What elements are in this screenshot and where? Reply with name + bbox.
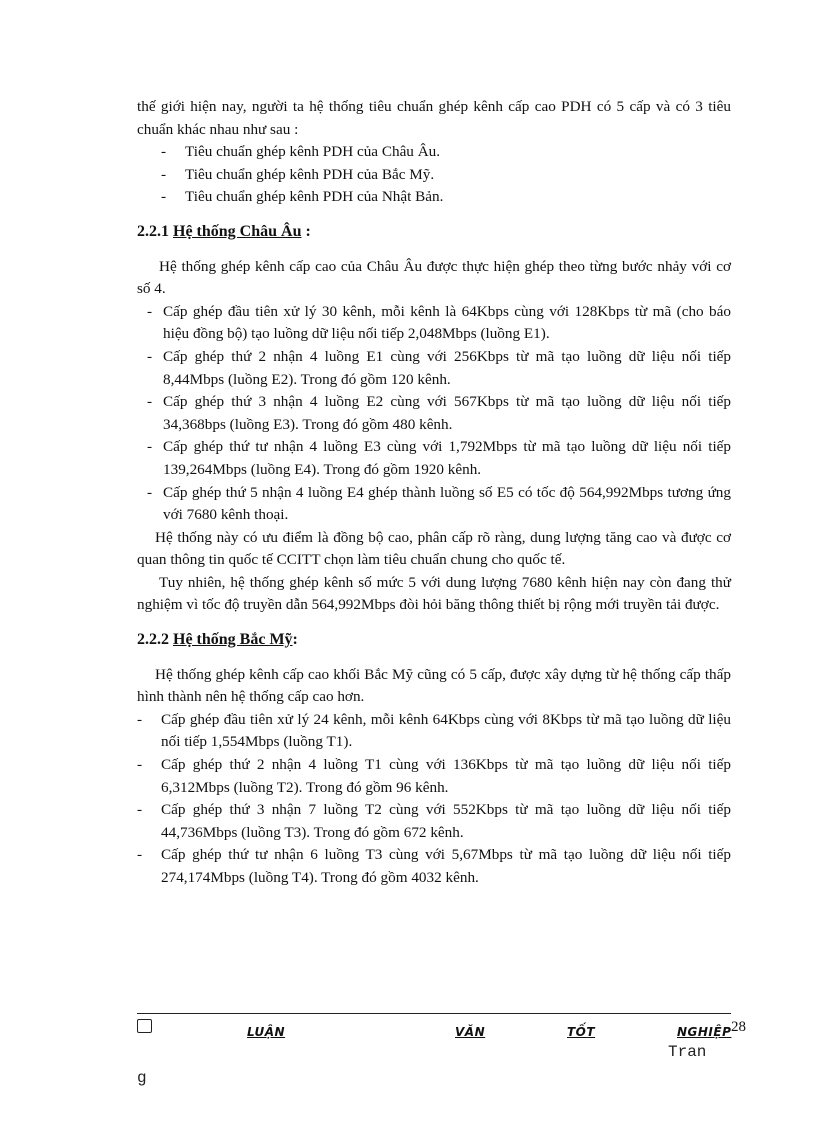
dash-bullet: - (161, 143, 167, 161)
dash-bullet: - (137, 846, 143, 864)
dash-bullet: - (137, 710, 143, 728)
list-item (137, 844, 731, 889)
intro-paragraph: thế giới hiện nay, người ta hệ thống tiêu chuẩn ghép kênh cấp cao PDH có 5 cấp và có 3 tiêu chuẩn khác nhau như sau : (137, 98, 731, 138)
footer-word-tot: TỐT (567, 1025, 596, 1039)
list-item (137, 799, 731, 844)
dash-bullet: - (161, 165, 167, 183)
footer-word-van: VĂN (455, 1025, 486, 1039)
section-title: Hệ thống Châu Âu (173, 222, 302, 240)
footer-rule (137, 1013, 731, 1014)
standards-list (137, 141, 731, 209)
section-number: 2.2.2 (137, 631, 169, 649)
list-item (137, 141, 731, 164)
list-item-text: Cấp ghép đầu tiên xử lý 24 kênh, mỗi kênh 64Kbps cùng với 8Kbps từ mã tạo luồng dữ liệu nối tiếp 1,554Mbps (luồng T1). (161, 710, 731, 751)
list-item (137, 709, 731, 754)
dash-bullet: - (147, 483, 153, 501)
list-item-text: Cấp ghép đầu tiên xử lý 30 kênh, mỗi kênh là 64Kbps cùng với 128Kbps từ mã (cho báo hiệu đồng bộ) tạo luồng dữ liệu nối tiếp 2,048Mbps (luồng E1). (163, 302, 731, 343)
list-item (137, 482, 731, 527)
list-item-text: Cấp ghép thứ tư nhận 6 luồng T3 cùng với 5,67Mbps từ mã tạo luồng dữ liệu nối tiếp 274,174Mbps (luồng T4). Trong đó gồm 4032 kênh. (161, 846, 731, 886)
europe-levels-list (137, 301, 731, 527)
north-america-levels-list (137, 709, 731, 890)
list-item-text: Tiêu chuẩn ghép kênh PDH của Nhật Bản. (185, 188, 444, 206)
document-page (137, 96, 731, 890)
dash-bullet: - (137, 756, 143, 774)
page-number: 28 (731, 1019, 746, 1035)
list-item (137, 346, 731, 391)
list-item-text: Tiêu chuẩn ghép kênh PDH của Bắc Mỹ. (185, 165, 435, 183)
europe-intro: Hệ thống ghép kênh cấp cao của Châu Âu được thực hiện ghép theo từng bước nhảy với cơ số 4. (137, 257, 731, 298)
section-title: Hệ thống Bắc Mỹ (173, 631, 293, 649)
list-item-text: Cấp ghép thứ 5 nhận 4 luồng E4 ghép thành luồng số E5 có tốc độ 564,992Mbps tương ứng với 7680 kênh thoại. (163, 483, 731, 524)
list-item-text: Cấp ghép thứ 2 nhận 4 luồng T1 cùng với 136Kbps từ mã tạo luồng dữ liệu nối tiếp 6,312Mbps (luồng T2). Trong đó gồm 96 kênh. (161, 756, 731, 796)
dash-bullet: - (147, 393, 153, 411)
list-item-text: Cấp ghép thứ 3 nhận 7 luồng T2 cùng với 552Kbps từ mã tạo luồng dữ liệu nối tiếp 44,736Mbps (luồng T3). Trong đó gồm 672 kênh. (161, 801, 731, 841)
footer-trailing-text: Tran (668, 1043, 707, 1061)
list-item-text: Cấp ghép thứ 3 nhận 4 luồng E2 cùng với 567Kbps từ mã tạo luồng dữ liệu nối tiếp 34,368bps (luồng E3). Trong đó gồm 480 kênh. (163, 393, 731, 433)
section-title-suffix: : (292, 631, 298, 649)
list-item (137, 186, 731, 209)
checkbox-icon (137, 1019, 152, 1033)
footer-word-luan: LUẬN (247, 1025, 286, 1039)
list-item (137, 391, 731, 436)
list-item (137, 301, 731, 346)
europe-advantage-paragraph: Hệ thống này có ưu điểm là đồng bộ cao, phân cấp rõ ràng, dung lượng tăng cao và được cơ quan thông tin quốc tế CCITT chọn làm tiêu chuẩn chung cho quốc tế. (137, 528, 731, 569)
section-title-suffix: : (301, 222, 311, 240)
list-item-text: Tiêu chuẩn ghép kênh PDH của Châu Âu. (185, 143, 441, 161)
section-heading-north-america (137, 629, 731, 652)
footer-trailing-char: g (137, 1069, 147, 1087)
north-america-intro: Hệ thống ghép kênh cấp cao khối Bắc Mỹ cũng có 5 cấp, được xây dựng từ hệ thống cấp thấp hình thành nên hệ thống cấp cao hơn. (137, 665, 731, 706)
list-item (137, 436, 731, 481)
dash-bullet: - (147, 302, 153, 320)
list-item (137, 164, 731, 187)
dash-bullet: - (161, 188, 167, 206)
dash-bullet: - (147, 347, 153, 365)
list-item-text: Cấp ghép thứ 2 nhận 4 luồng E1 cùng với 256Kbps từ mã tạo luồng dữ liệu nối tiếp 8,44Mbps (luồng E2). Trong đó gồm 120 kênh. (163, 347, 731, 388)
footer-word-nghiep: NGHIỆP (677, 1025, 732, 1039)
list-item-text: Cấp ghép thứ tư nhận 4 luồng E3 cùng với 1,792Mbps từ mã tạo luồng dữ liệu nối tiếp 139,264Mbps (luồng E4). Trong đó gồm 1920 kênh. (163, 438, 731, 478)
section-heading-europe (137, 221, 731, 244)
list-item (137, 754, 731, 799)
dash-bullet: - (147, 438, 153, 456)
section-number: 2.2.1 (137, 222, 169, 240)
europe-limitation-paragraph: Tuy nhiên, hệ thống ghép kênh số mức 5 với dung lượng 7680 kênh hiện nay còn đang thử nghiệm vì tốc độ truyền dẫn 564,992Mbps đòi hỏi băng thông thiết bị rộng mới truyền tải được. (137, 573, 731, 614)
dash-bullet: - (137, 801, 143, 819)
